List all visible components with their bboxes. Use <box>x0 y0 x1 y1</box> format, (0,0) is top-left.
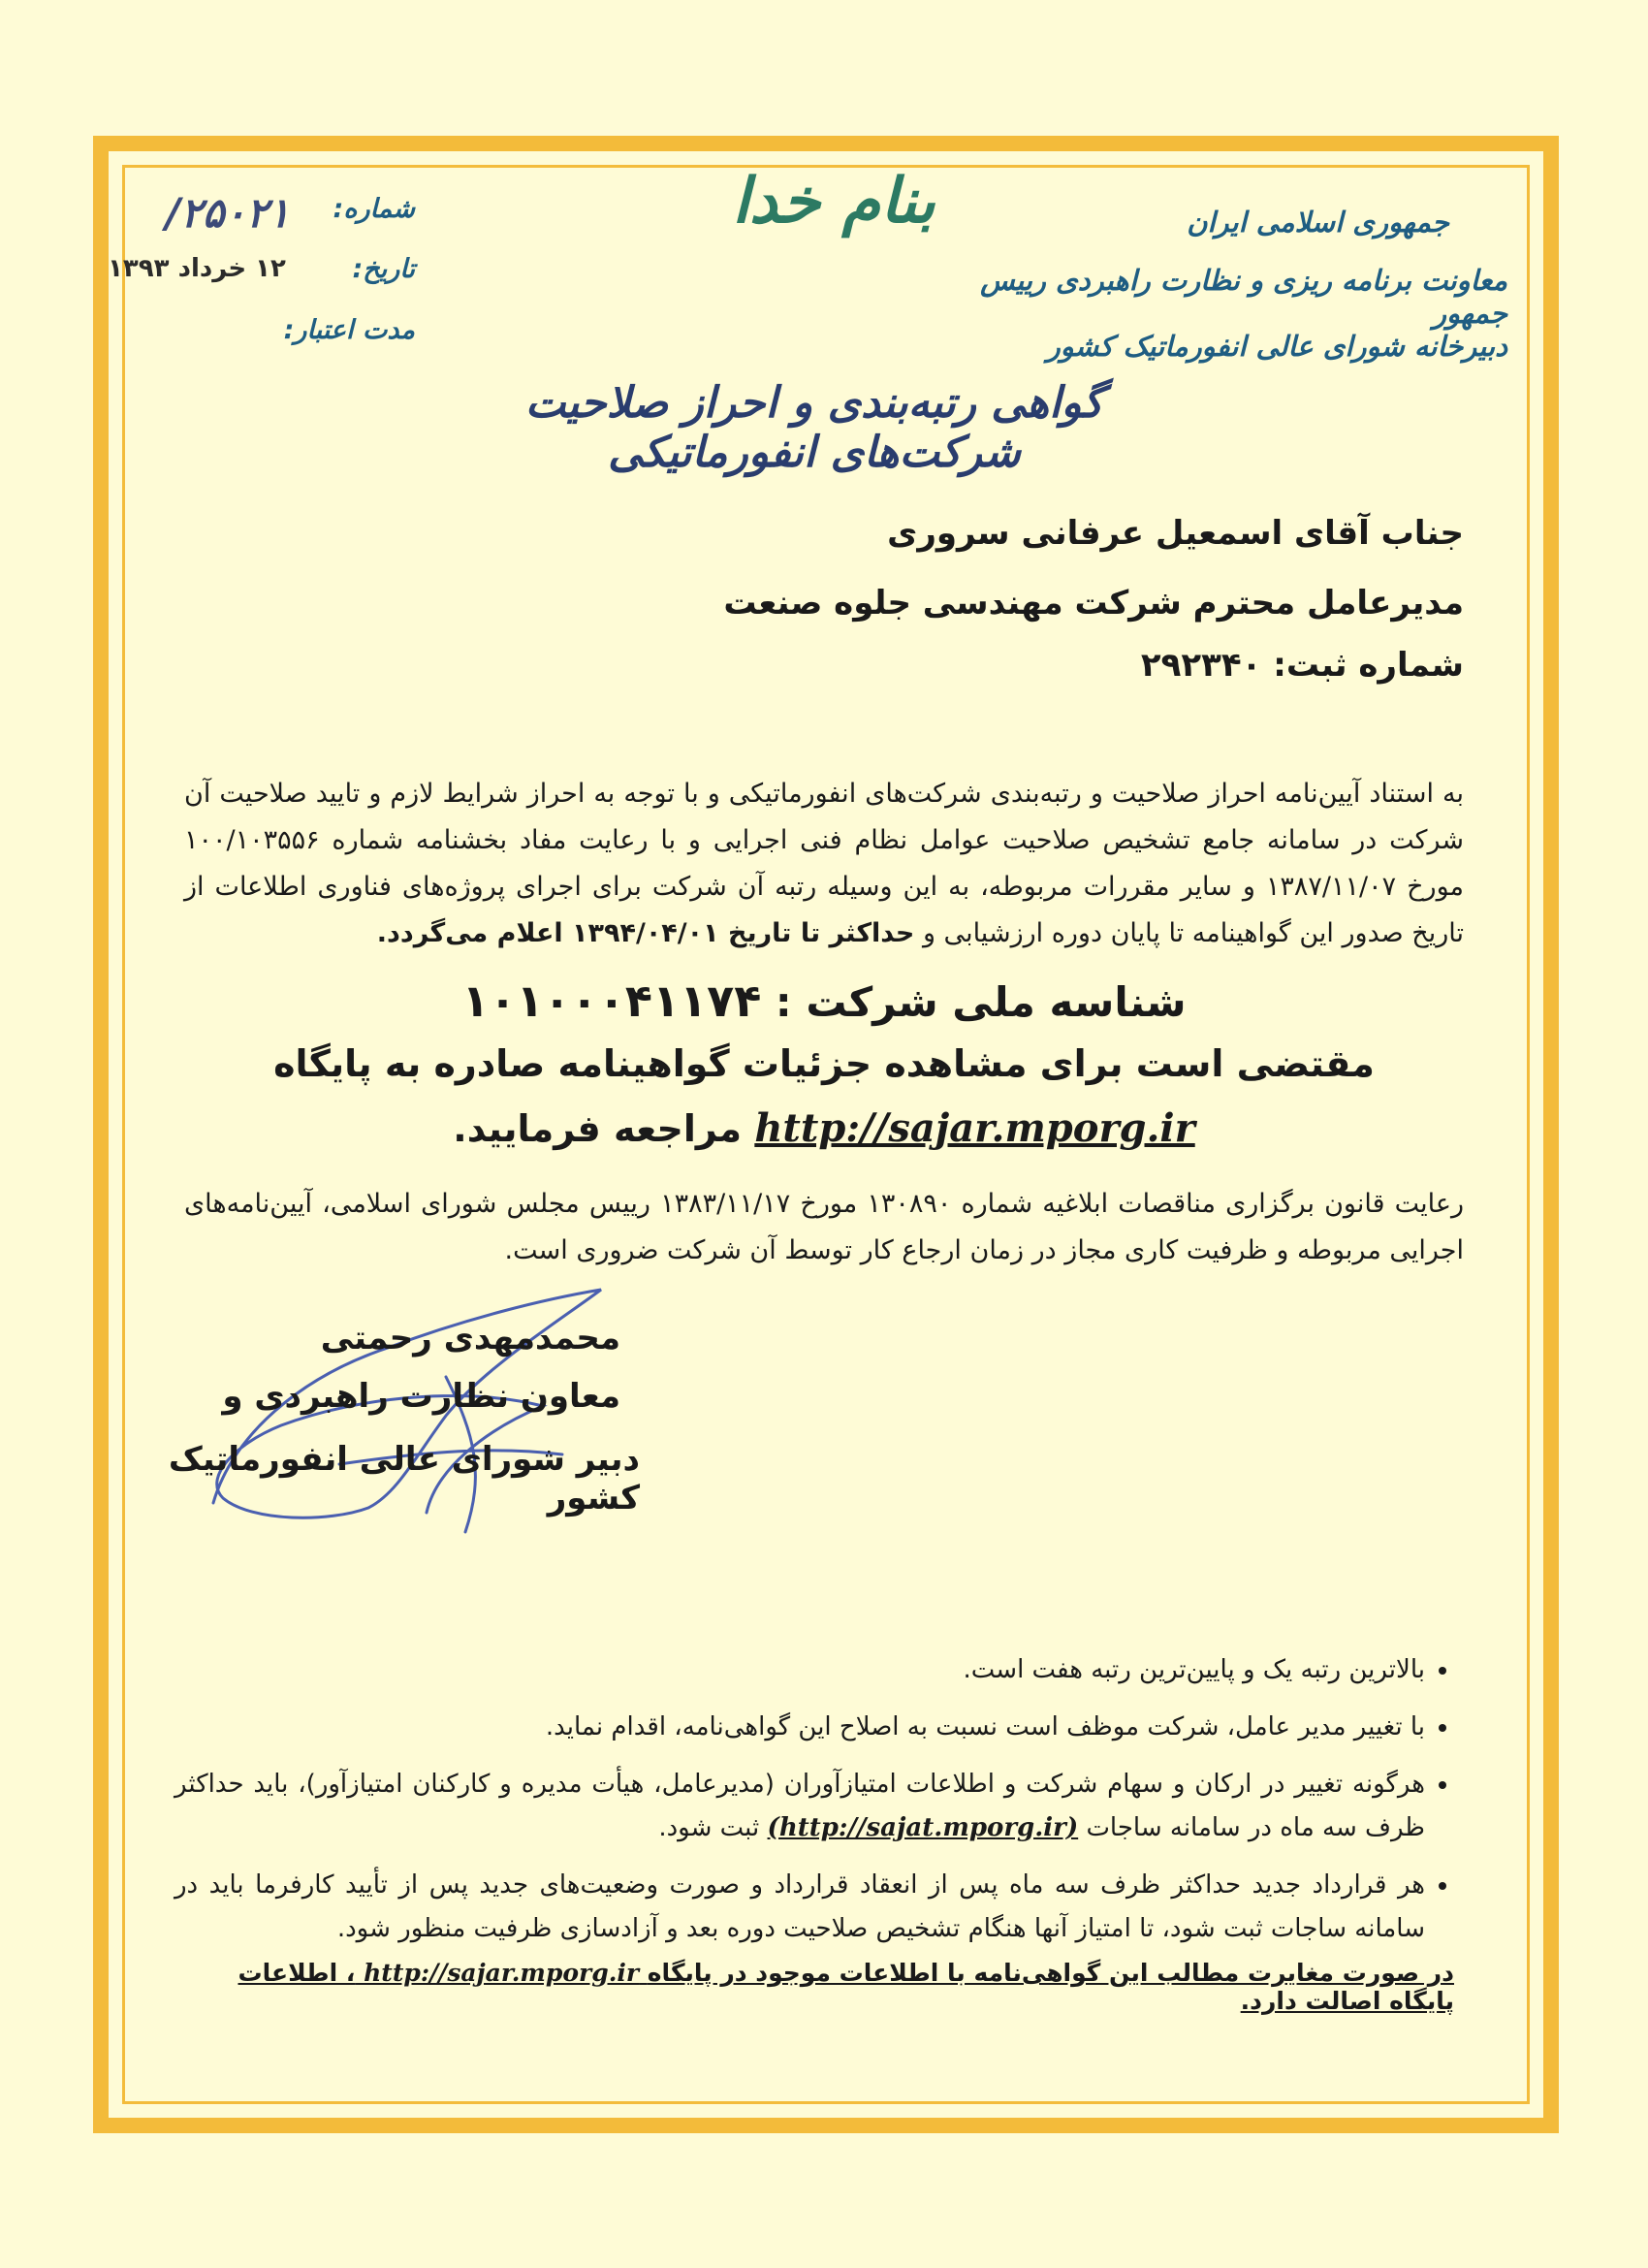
date-label: تاریخ: <box>352 254 415 284</box>
number-label: شماره: <box>333 194 415 224</box>
footer-link[interactable]: http://sajar.mporg.ir <box>364 1959 640 1987</box>
national-id-line3: مراجعه فرمایید. <box>453 1107 743 1150</box>
list-item: • هرگونه تغییر در ارکان و سهام شرکت و اطلاعات امتیازآوران (مدیرعامل، هیأت مدیره و کارکنان امتیازآور)، باید حداکثر ظرف سه ماه در سامانه ساجات (http://sajat.mporg.ir) ثبت شود. <box>174 1763 1425 1850</box>
registration-label: شماره ثبت: <box>1273 646 1464 685</box>
validity-label: مدت اعتبار: <box>283 315 415 345</box>
notes-list <box>174 1648 1454 1965</box>
issuer-line-1: جمهوری اسلامی ایران <box>1187 206 1449 239</box>
signatory-title-2: دبیر شورای عالی انفورماتیک کشور <box>168 1440 640 1517</box>
list-item: • با تغییر مدیر عامل، شرکت موظف است نسبت به اصلاح این گواهی‌نامه، اقدام نماید. <box>174 1706 1425 1749</box>
recipient-name: جناب آقای اسمعیل عرفانی سروری <box>887 514 1464 553</box>
bism-heading: بنام خدا <box>732 165 935 238</box>
sajar-link[interactable]: http://sajar.mporg.ir <box>754 1105 1195 1151</box>
recipient-position: مدیرعامل محترم شرکت مهندسی جلوه صنعت <box>723 584 1464 623</box>
national-id-instruction: مقتضی است برای مشاهده جزئیات گواهینامه صادره به پایگاه <box>273 1042 1375 1085</box>
number-value: ۲۵۰۲۱/ <box>165 189 291 237</box>
list-item: • هر قرارداد جدید حداکثر ظرف سه ماه پس از انعقاد قرارداد و صورت وضعیت‌های جدید پس از تأیید کارفرما باید در سامانه ساجات ثبت شود، تا امتیاز آنها هنگام تشخیص صلاحیت دوره بعد و آزادسازی ظرفیت منظور شود. <box>174 1864 1425 1951</box>
footer-prefix: در صورت مغایرت مطالب این گواهی‌نامه با اطلاعات موجود در پایگاه <box>647 1959 1454 1987</box>
signatory-name: محمدمهدی رحمتی <box>320 1319 620 1358</box>
registration-value: ۲۹۲۳۴۰ <box>1140 646 1262 685</box>
footer-note <box>194 1959 1454 2015</box>
note-paragraph: رعایت قانون برگزاری مناقصات ابلاغیه شماره ۱۳۰۸۹۰ مورخ ۱۳۸۳/۱۱/۱۷ رییس مجلس شورای اسلامی، آیین‌نامه‌های اجرایی مربوطه و ظرفیت کاری مجاز در زمان ارجاع کار توسط آن شرکت ضروری است. <box>184 1189 1464 1265</box>
national-id-value: ۱۰۱۰۰۰۴۱۱۷۴ <box>461 974 762 1027</box>
main-paragraph <box>184 771 1464 957</box>
registration-row <box>591 646 1464 685</box>
issuer-line-3: دبیرخانه شورای عالی انفورماتیک کشور <box>1046 330 1507 363</box>
date-value: ۱۲ خرداد ۱۳۹۳ <box>108 254 286 283</box>
main-paragraph-text: به استناد آیین‌نامه احراز صلاحیت و رتبه‌بندی شرکت‌های انفورماتیکی و با توجه به احراز شرایط لازم و تایید صلاحیت آن شرکت در سامانه جامع تشخیص صلاحیت عوامل نظام فنی اجرایی و با رعایت مفاد بخشنامه شماره ۱۰۰/۱۰۳۵۵۶ مورخ ۱۳۸۷/۱۱/۰۷ و سایر مقررات مربوطه، به این وسیله رتبه آن شرکت برای اجرای پروژه‌های فناوری اطلاعات از تاریخ صدور این گواهینامه تا پایان دوره ارزشیابی و <box>184 779 1464 948</box>
national-id-row <box>194 974 1454 1027</box>
issuer-line-2: معاونت برنامه ریزی و نظارت راهبردی رییس جمهور <box>980 264 1507 330</box>
signatory-title-1: معاون نظارت راهبردی و <box>222 1377 620 1416</box>
footer-suffix: ، اطلاعات پایگاه اصالت دارد. <box>238 1959 1454 2015</box>
main-paragraph-deadline: حداکثر تا تاریخ ۱۳۹۴/۰۴/۰۱ اعلام می‌گردد. <box>376 918 915 948</box>
sajat-link[interactable]: (http://sajat.mporg.ir) <box>767 1813 1079 1842</box>
national-id-label: شناسه ملی شرکت : <box>775 978 1187 1026</box>
list-item: • بالاترین رتبه یک و پایین‌ترین رتبه هفت است. <box>174 1648 1425 1692</box>
national-id-link-row <box>194 1105 1454 1151</box>
certificate-title: گواهی رتبه‌بندی و احراز صلاحیت شرکت‌های انفورماتیکی <box>524 378 1104 477</box>
